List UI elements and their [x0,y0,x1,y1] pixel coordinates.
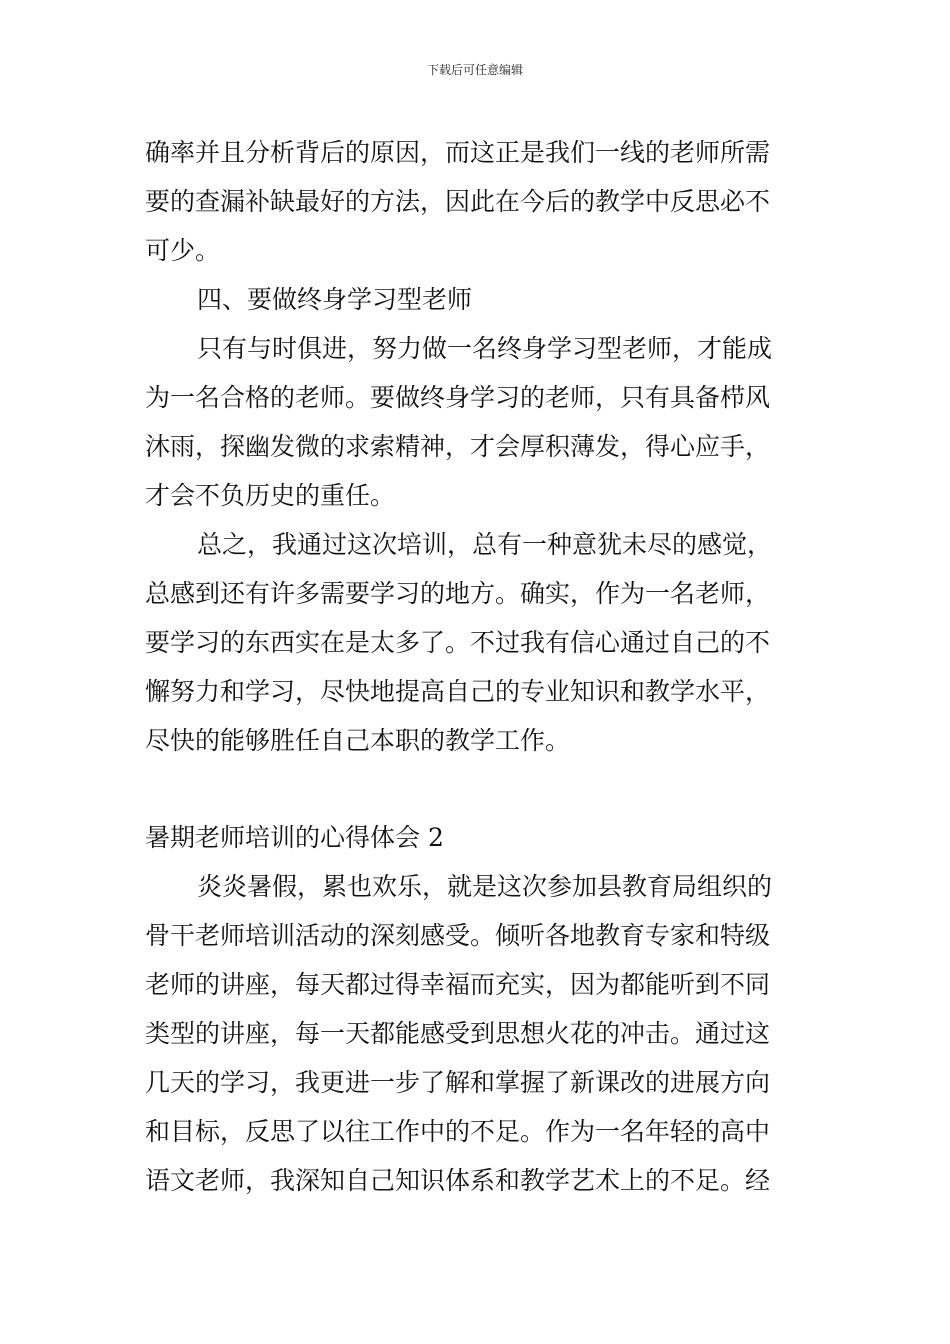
text-line: 和目标，反思了以往工作中的不足。作为一名年轻的高中 [145,1117,771,1146]
paragraph-3 [145,520,810,765]
text-line: 几天的学习，我更进一步了解和掌握了新课改的进展方向 [145,1068,771,1097]
paragraph-1 [145,128,810,275]
article-title-2: 暑期老师培训的心得体会 2 [145,823,444,852]
text-line: 只有与时俱进，努力做一名终身学习型老师，才能成 [197,334,773,363]
text-line: 类型的讲座，每一天都能感受到思想火花的冲击。通过这 [145,1019,771,1048]
text-line: 为一名合格的老师。要做终身学习的老师，只有具备栉风 [145,383,771,412]
text-line: 才会不负历史的重任。 [145,481,396,510]
text-line: 沐雨，探幽发微的求索精神，才会厚积薄发，得心应手， [145,432,771,461]
text-line: 确率并且分析背后的原因，而这正是我们一线的老师所需 [145,138,771,167]
text-line: 语文老师，我深知自己知识体系和教学艺术上的不足。经 [145,1166,771,1195]
paragraph-2 [145,324,810,520]
paragraph-4 [145,862,810,1205]
page-header: 下载后可任意编辑 [426,63,523,77]
text-line: 可少。 [145,236,221,265]
text-line: 尽快的能够胜任自己本职的教学工作。 [145,726,571,755]
text-line: 要的查漏补缺最好的方法，因此在今后的教学中反思必不 [145,187,771,216]
text-line: 老师的讲座，每天都过得幸福而充实，因为都能听到不同 [145,970,771,999]
text-line: 骨干老师培训活动的深刻感受。倾听各地教育专家和特级 [145,921,771,950]
text-line: 总感到还有许多需要学习的地方。确实，作为一名老师， [145,579,771,608]
text-line: 懈努力和学习，尽快地提高自己的专业知识和教学水平， [145,677,771,706]
section-heading: 四、要做终身学习型老师 [197,285,473,314]
text-line: 总之，我通过这次培训，总有一种意犹未尽的感觉， [197,530,773,559]
paragraph-gap [145,765,810,813]
text-line: 炎炎暑假，累也欢乐，就是这次参加县教育局组织的 [197,872,773,901]
document-body [145,128,810,1205]
text-line: 要学习的东西实在是太多了。不过我有信心通过自己的不 [145,628,771,657]
